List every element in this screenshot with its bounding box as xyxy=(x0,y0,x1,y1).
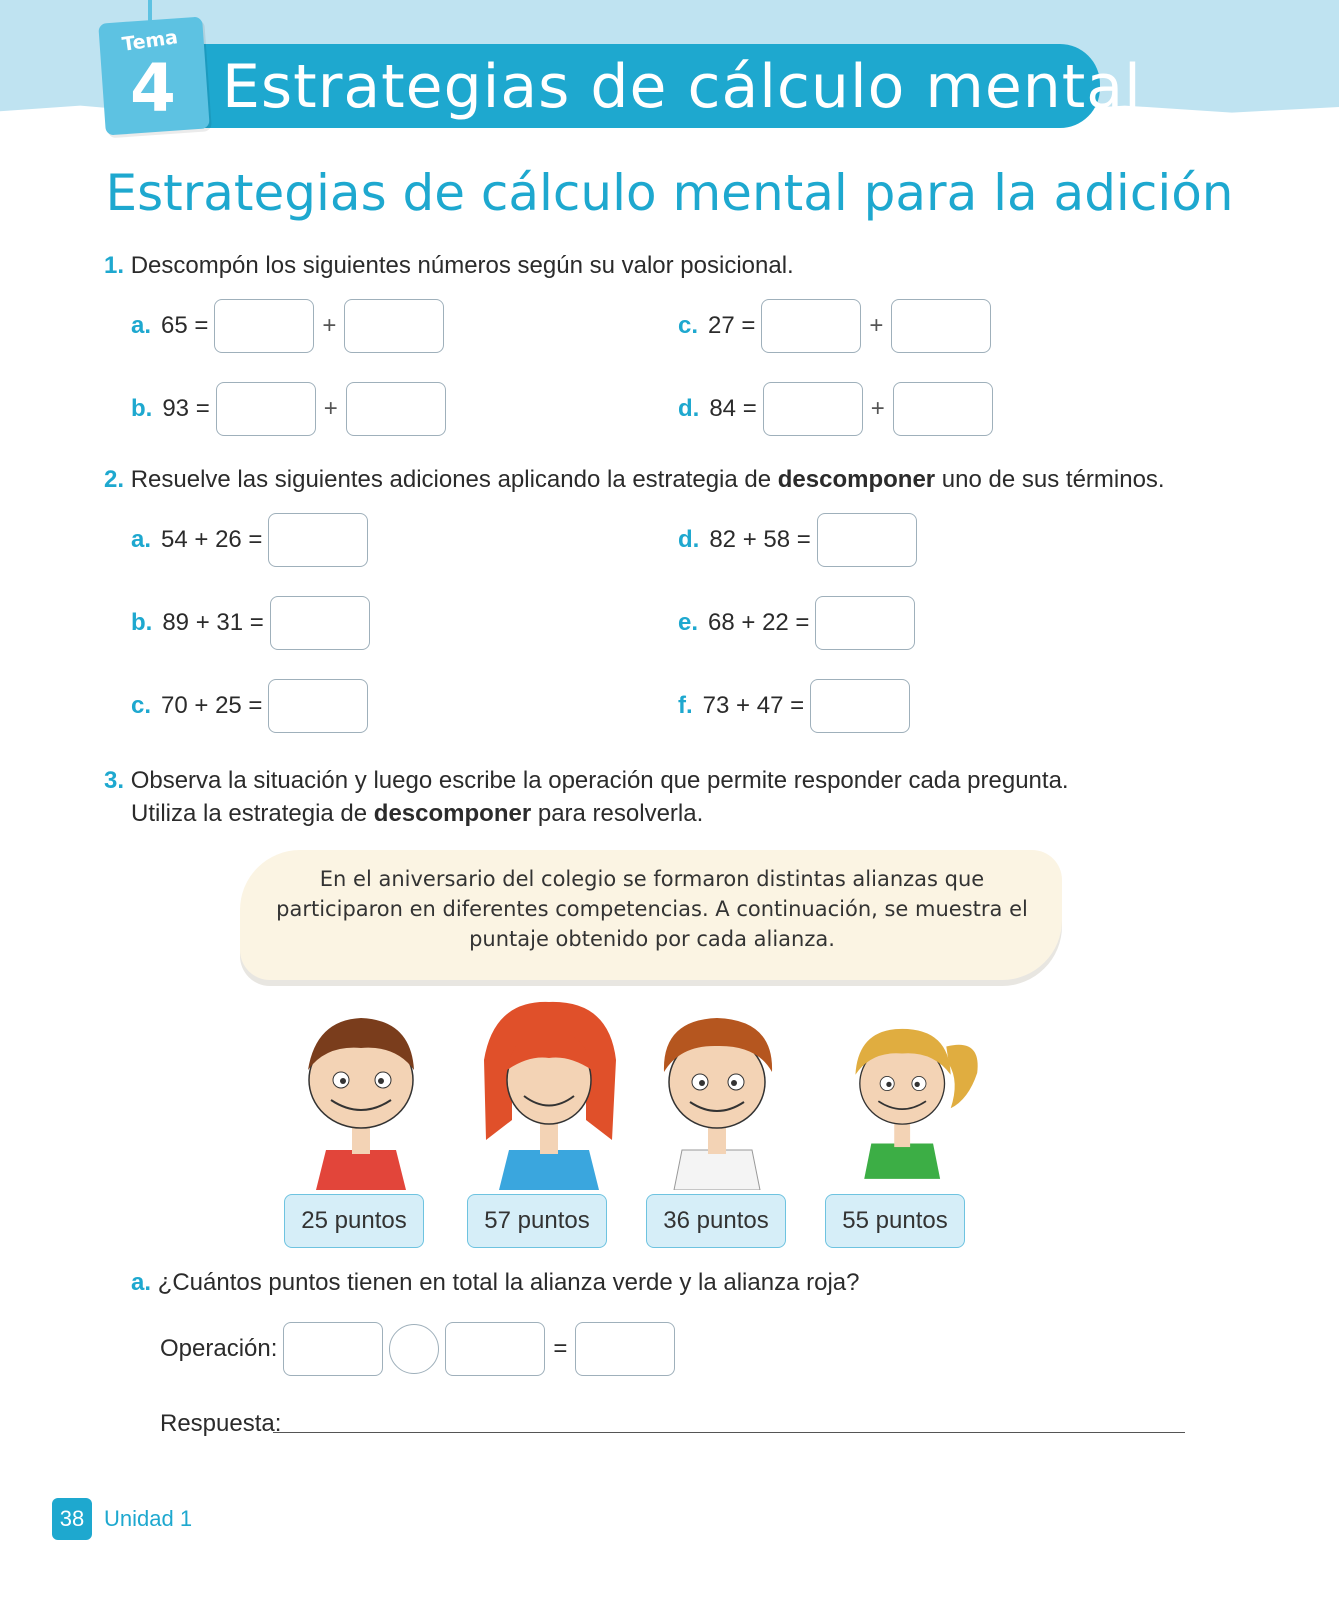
result-box[interactable] xyxy=(575,1322,675,1376)
kid-blue-team-illustration xyxy=(474,1000,624,1190)
green-shirt xyxy=(864,1144,940,1179)
answer-box[interactable] xyxy=(893,382,993,436)
item-expression: 54 + 26 = xyxy=(161,526,263,553)
item-expression: 82 + 58 = xyxy=(709,526,811,553)
blue-shirt xyxy=(499,1150,599,1190)
question-3-line-2 xyxy=(131,800,703,828)
item-letter: a. xyxy=(131,526,152,553)
q2-item-a xyxy=(131,513,368,567)
question-text: Utiliza la estrategia de xyxy=(131,800,374,827)
sub-question-a xyxy=(131,1269,859,1297)
question-text: ¿Cuántos puntos tienen en total la alianza verde y la alianza roja? xyxy=(157,1269,860,1296)
q2-item-c xyxy=(131,679,368,733)
plus-sign: + xyxy=(323,395,338,422)
answer-box[interactable] xyxy=(891,299,991,353)
item-expression: 73 + 47 = xyxy=(702,692,805,719)
operand-box[interactable] xyxy=(283,1322,383,1376)
answer-line[interactable] xyxy=(273,1432,1185,1433)
q1-item-a xyxy=(131,299,444,353)
item-expression: 89 + 31 = xyxy=(162,609,264,636)
section-subtitle: Estrategias de cálculo mental para la adición xyxy=(105,164,1234,222)
question-1 xyxy=(104,252,794,280)
answer-box[interactable] xyxy=(763,382,863,436)
q2-item-f xyxy=(678,679,910,733)
red-shirt xyxy=(316,1150,406,1190)
kid-red-team-illustration xyxy=(286,1000,436,1190)
question-number: 1. xyxy=(104,252,125,279)
answer-box[interactable] xyxy=(216,382,316,436)
question-2 xyxy=(104,466,1165,494)
item-letter: a. xyxy=(131,312,152,339)
page-title: Estrategias de cálculo mental xyxy=(222,52,1142,122)
question-text: Resuelve las siguientes adiciones aplicando la estrategia de xyxy=(130,466,778,493)
operation-label: Operación: xyxy=(160,1335,278,1362)
kid-white-team-illustration xyxy=(642,1000,792,1190)
equals-sign: = xyxy=(553,1335,568,1362)
item-letter: d. xyxy=(678,395,700,422)
question-text: Observa la situación y luego escribe la operación que permite responder cada pregunta. xyxy=(130,767,1069,794)
points-label-red: 25 puntos xyxy=(284,1194,424,1248)
plus-sign: + xyxy=(322,312,337,339)
answer-label: Respuesta: xyxy=(160,1410,282,1437)
white-shirt xyxy=(674,1150,760,1190)
item-letter: f. xyxy=(678,692,693,719)
kid-green-team-illustration xyxy=(836,1000,986,1190)
operator-circle[interactable] xyxy=(389,1324,439,1374)
answer-box[interactable] xyxy=(815,596,915,650)
item-expression: 93 = xyxy=(162,395,210,422)
page-number: 38 xyxy=(52,1498,92,1540)
question-number: 3. xyxy=(104,767,125,794)
q1-item-c xyxy=(678,299,991,353)
item-letter: c. xyxy=(678,312,699,339)
item-letter: c. xyxy=(131,692,152,719)
plus-sign: + xyxy=(870,395,885,422)
answer-box[interactable] xyxy=(761,299,861,353)
answer-box[interactable] xyxy=(268,513,368,567)
question-text: Descompón los siguientes números según su valor posicional. xyxy=(130,252,794,279)
question-text: para resolverla. xyxy=(531,800,704,827)
answer-box[interactable] xyxy=(346,382,446,436)
answer-box[interactable] xyxy=(214,299,314,353)
plus-sign: + xyxy=(869,312,884,339)
answer-box[interactable] xyxy=(344,299,444,353)
q1-item-b xyxy=(131,382,446,436)
item-expression: 68 + 22 = xyxy=(708,609,810,636)
points-label-blue: 57 puntos xyxy=(467,1194,607,1248)
item-letter: b. xyxy=(131,609,153,636)
question-text: uno de sus términos. xyxy=(935,466,1165,493)
item-expression: 70 + 25 = xyxy=(161,692,263,719)
tema-number: 4 xyxy=(130,50,176,127)
answer-box[interactable] xyxy=(268,679,368,733)
q2-item-b xyxy=(131,596,370,650)
operation-row xyxy=(160,1322,675,1376)
question-bold-term: descomponer xyxy=(373,800,532,827)
answer-box[interactable] xyxy=(810,679,910,733)
q2-item-e xyxy=(678,596,915,650)
item-expression: 84 = xyxy=(709,395,757,422)
q2-item-d xyxy=(678,513,917,567)
points-label-green: 55 puntos xyxy=(825,1194,965,1248)
answer-box[interactable] xyxy=(817,513,917,567)
points-label-white: 36 puntos xyxy=(646,1194,786,1248)
answer-box[interactable] xyxy=(270,596,370,650)
q1-item-d xyxy=(678,382,993,436)
item-letter: d. xyxy=(678,526,700,553)
operand-box[interactable] xyxy=(445,1322,545,1376)
unit-label: Unidad 1 xyxy=(104,1506,193,1531)
item-expression: 65 = xyxy=(161,312,209,339)
story-text: En el aniversario del colegio se formaron distintas alianzas que participaron en diferentes competencias. A continuación, se muestra el puntaje obtenido por cada alianza. xyxy=(276,867,1028,951)
question-3 xyxy=(104,767,1069,795)
question-number: 2. xyxy=(104,466,125,493)
item-expression: 27 = xyxy=(708,312,756,339)
question-bold-term: descomponer xyxy=(777,466,936,493)
tema-label: Tema xyxy=(120,26,180,56)
item-letter: b. xyxy=(131,395,153,422)
item-letter: a. xyxy=(131,1269,152,1296)
item-letter: e. xyxy=(678,609,699,636)
